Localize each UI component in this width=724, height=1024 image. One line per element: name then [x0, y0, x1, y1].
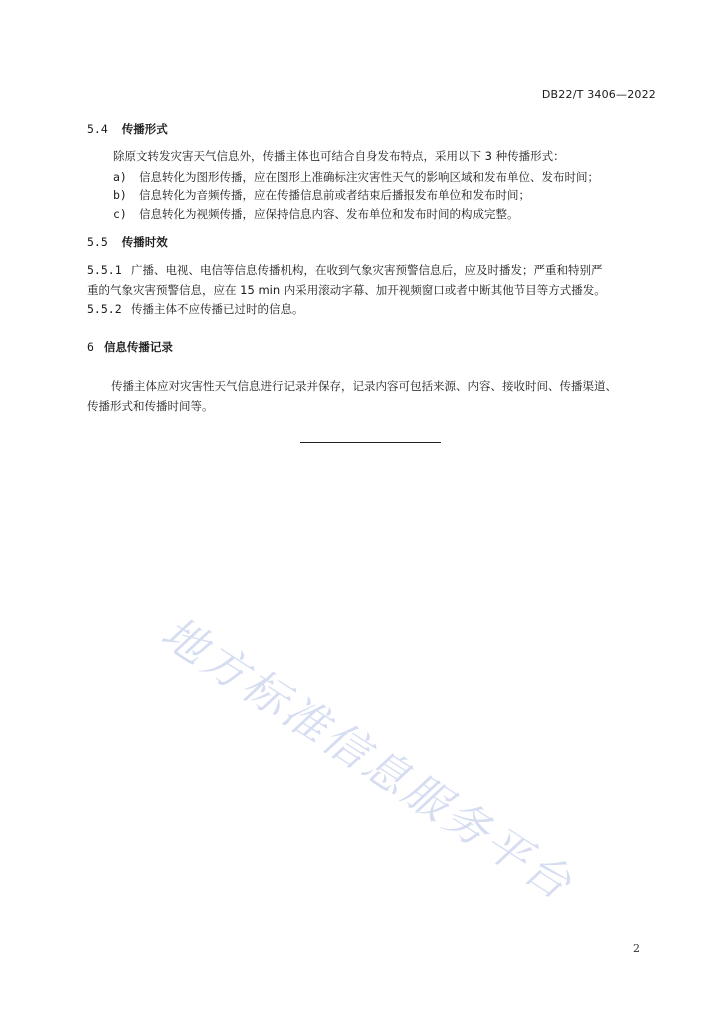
section-5-4-heading	[87, 121, 168, 137]
clause-text: 广播、电视、电信等信息传播机构，在收到气象灾害预警信息后，应及时播发；严重和特别严	[131, 263, 603, 277]
list-item	[113, 206, 519, 222]
list-text: 信息转化为音频传播，应在传播信息前或者结束后播报发布单位和发布时间；	[139, 188, 530, 202]
list-item	[113, 169, 599, 185]
section-5-4-intro: 除原文转发灾害天气信息外，传播主体也可结合自身发布特点，采用以下 3 种传播形式：	[113, 149, 565, 163]
list-text: 信息转化为图形传播，应在图形上准确标注灾害性天气的影响区域和发布单位、发布时间；	[139, 170, 599, 184]
clause-5-5-1-line2: 重的气象灾害预警信息，应在 15 min 内采用滚动字幕、加开视频窗口或者中断其他节目等方式播发。	[87, 283, 606, 297]
section-number: 6	[87, 340, 94, 354]
section-title: 传播形式	[121, 122, 168, 136]
list-marker: a)	[113, 170, 127, 184]
section-title: 信息传播记录	[103, 340, 173, 354]
section-6-heading	[87, 339, 173, 355]
clause-text: 传播主体不应传播已过时的信息。	[131, 302, 304, 316]
section-5-5-heading	[87, 234, 168, 250]
watermark: 地方标准信息服务平台	[152, 607, 583, 912]
clause-number: 5.5.2	[87, 302, 122, 316]
list-text: 信息转化为视频传播，应保持信息内容、发布单位和发布时间的构成完整。	[139, 207, 519, 221]
page-number: 2	[633, 942, 640, 955]
section-6-para-line2: 传播形式和传播时间等。	[87, 399, 214, 413]
list-marker: b)	[113, 188, 127, 202]
list-item	[113, 187, 530, 203]
end-divider	[300, 442, 441, 443]
clause-number: 5.5.1	[87, 263, 122, 277]
clause-5-5-2	[87, 301, 304, 317]
clause-5-5-1-line1	[87, 262, 603, 278]
section-6-para-line1: 传播主体应对灾害性天气信息进行记录并保存，记录内容可包括来源、内容、接收时间、传播渠道、	[111, 379, 617, 393]
section-number: 5.5	[87, 235, 108, 249]
section-number: 5.4	[87, 122, 108, 136]
document-code: DB22/T 3406—2022	[541, 88, 656, 101]
list-marker: c)	[113, 207, 127, 221]
section-title: 传播时效	[121, 235, 168, 249]
